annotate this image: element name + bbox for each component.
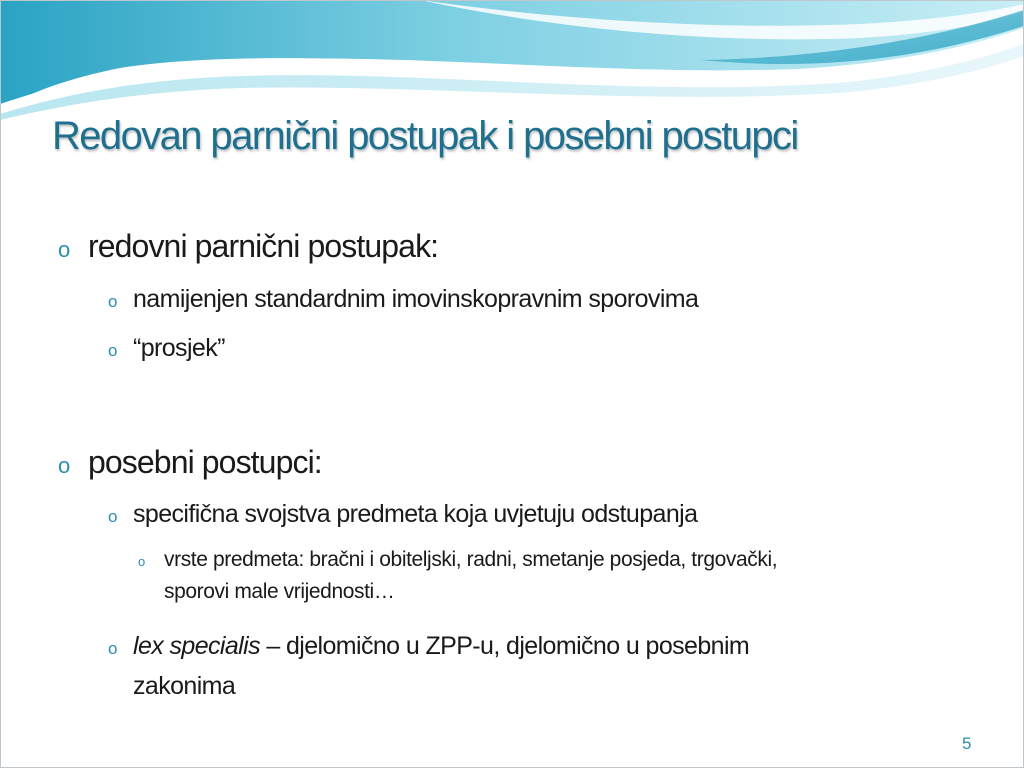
lex-specialis-rest: – djelomično u ZPP-u, djelomično u posebnim (259, 632, 750, 660)
bullet-text-line-1: vrste predmeta: bračni i obiteljski, radni, smetanje posjeda, trgovački, (164, 548, 778, 571)
bullet-item-specificna (108, 500, 697, 529)
bullet-text: posebni postupci: (88, 444, 322, 480)
bullet-circle-icon: o (58, 453, 70, 478)
bullet-text: specifična svojstva predmeta koja uvjetuju odstupanja (133, 500, 698, 528)
bullet-item-vrste-predmeta (138, 544, 777, 608)
bullet-circle-icon: o (108, 507, 117, 526)
bullet-item-posebni (58, 444, 322, 481)
bullet-text: “prosjek” (133, 334, 225, 362)
bullet-circle-icon: o (108, 639, 117, 658)
bullet-text: redovni parnični postupak: (88, 228, 439, 264)
bullet-text-line-2: sporovi male vrijednosti… (164, 580, 395, 603)
slide-page-number: 5 (962, 734, 972, 753)
bullet-circle-icon: o (108, 341, 117, 360)
bullet-circle-icon: o (138, 554, 145, 569)
bullet-item-prosjek (108, 334, 225, 363)
lex-specialis-term: lex specialis (133, 632, 260, 660)
bullet-item-namijenjen (108, 285, 698, 314)
bullet-text-line-1 (133, 626, 749, 666)
slide-title: Redovan parnični postupak i posebni postupci (52, 114, 798, 158)
bullet-circle-icon: o (58, 237, 70, 262)
bullet-text: namijenjen standardnim imovinskopravnim sporovima (133, 285, 699, 313)
bullet-item-lex-specialis (108, 626, 749, 706)
bullet-item-redovni (58, 228, 438, 265)
bullet-text-block (133, 626, 749, 706)
bullet-circle-icon: o (108, 292, 117, 311)
bullet-text-line-2: zakonima (133, 672, 236, 700)
bullet-text-block (164, 544, 777, 608)
